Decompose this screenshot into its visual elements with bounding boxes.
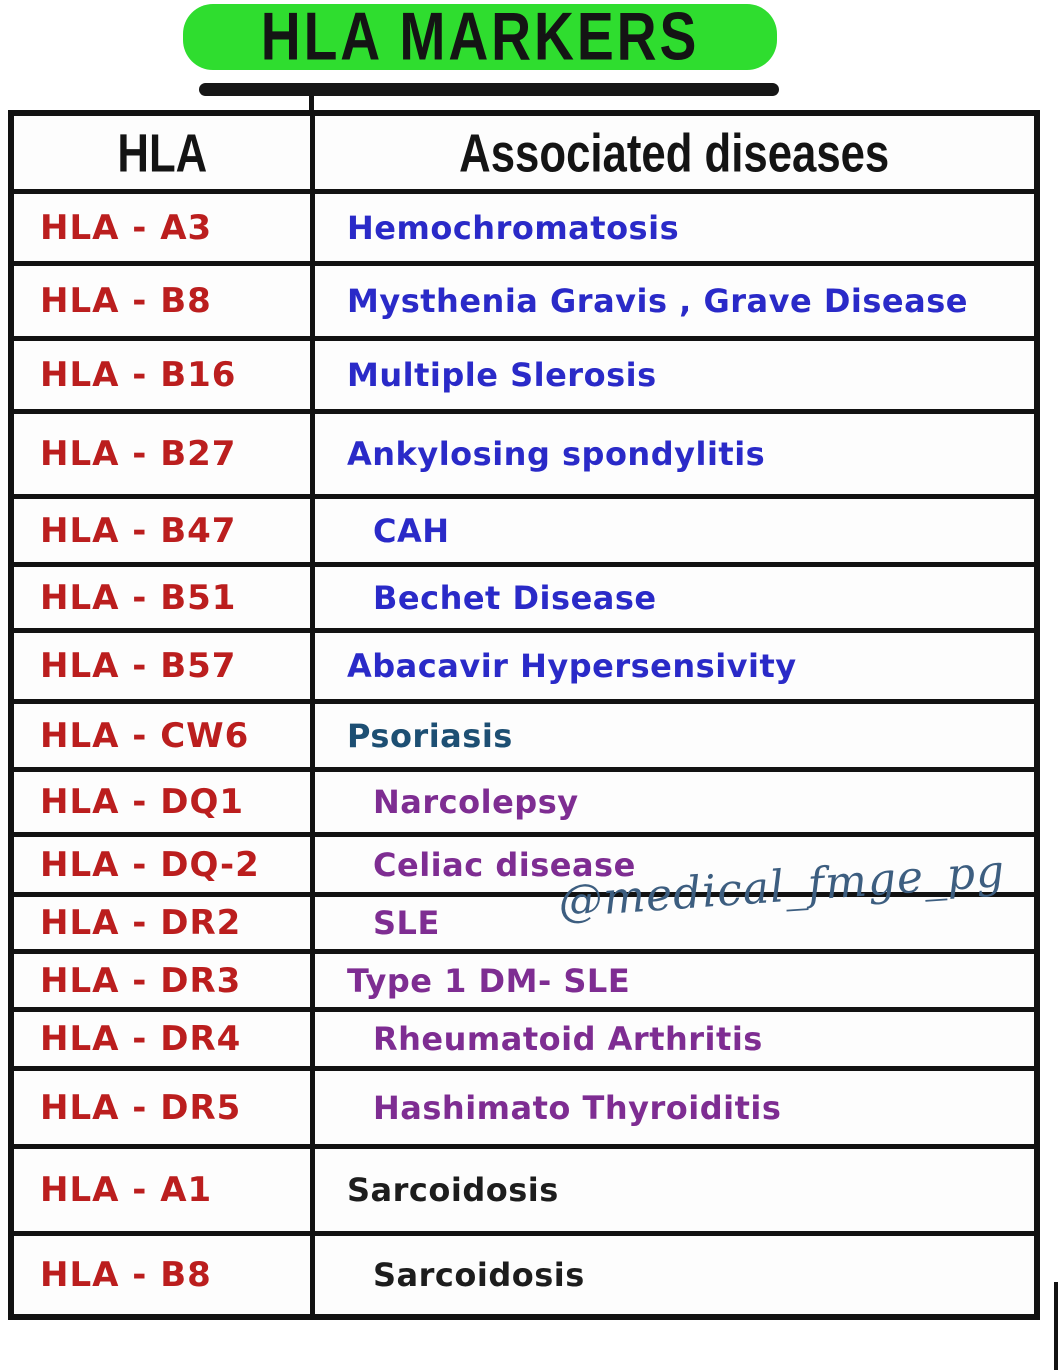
hla-marker-cell <box>14 704 315 767</box>
hla-marker-cell <box>14 633 315 699</box>
disease-label: Hemochromatosis <box>347 208 680 247</box>
hla-marker-label: HLA - DR5 <box>40 1087 242 1128</box>
table-row <box>14 1071 1034 1149</box>
disease-label: Ankylosing spondylitis <box>347 435 766 473</box>
edge-artifact-line <box>1054 1282 1058 1370</box>
header-cell-diseases <box>315 116 1034 189</box>
table-row <box>14 266 1034 341</box>
title-underline <box>199 83 779 96</box>
table-row <box>14 194 1034 266</box>
header-label-diseases: Associated diseases <box>459 122 890 183</box>
hla-marker-label: HLA - B47 <box>40 510 237 551</box>
table-row <box>14 633 1034 704</box>
hla-marker-cell <box>14 1236 315 1314</box>
disease-label: Hashimato Thyroiditis <box>373 1088 782 1127</box>
hla-marker-label: HLA - B8 <box>40 1255 212 1295</box>
hla-marker-label: HLA - B27 <box>40 434 237 474</box>
disease-label: Sarcoidosis <box>347 1171 559 1209</box>
hla-marker-label: HLA - B8 <box>40 281 212 321</box>
table-row <box>14 1012 1034 1071</box>
disease-label: Sarcoidosis <box>373 1256 585 1294</box>
disease-cell <box>315 341 1034 409</box>
table-row <box>14 954 1034 1012</box>
hla-marker-label: HLA - DR3 <box>40 960 242 1001</box>
hla-marker-label: HLA - DQ-2 <box>40 844 260 885</box>
header-label-hla: HLA <box>117 122 207 183</box>
title-highlight <box>183 0 777 75</box>
hla-marker-cell <box>14 1071 315 1144</box>
header-cell-hla <box>14 116 315 189</box>
hla-marker-cell <box>14 567 315 628</box>
disease-label: Multiple Slerosis <box>347 356 657 394</box>
table-row <box>14 837 1034 897</box>
disease-cell <box>315 194 1034 261</box>
hla-marker-label: HLA - B57 <box>40 646 237 686</box>
disease-cell <box>315 772 1034 832</box>
disease-cell <box>315 954 1034 1007</box>
hla-marker-cell <box>14 266 315 336</box>
disease-cell <box>315 266 1034 336</box>
disease-label: Psoriasis <box>347 716 513 755</box>
table-row <box>14 772 1034 837</box>
hla-marker-label: HLA - A3 <box>40 207 213 248</box>
table-row <box>14 567 1034 633</box>
disease-label: Mysthenia Gravis , Grave Disease <box>347 282 968 320</box>
hla-marker-cell <box>14 954 315 1007</box>
watermark-handle: @medical_fmge_pg <box>556 845 1007 928</box>
hla-marker-label: HLA - DR4 <box>40 1019 242 1059</box>
hla-marker-cell <box>14 897 315 949</box>
disease-label: Bechet Disease <box>373 578 657 617</box>
hla-marker-label: HLA - B16 <box>40 355 237 395</box>
hla-marker-label: HLA - DQ1 <box>40 782 245 822</box>
table-row <box>14 341 1034 414</box>
table-row <box>14 414 1034 499</box>
disease-cell <box>315 1071 1034 1144</box>
disease-cell <box>315 1012 1034 1066</box>
disease-cell <box>315 1236 1034 1314</box>
hla-marker-label: HLA - CW6 <box>40 715 250 756</box>
hla-marker-label: HLA - B51 <box>40 577 237 618</box>
hla-marker-cell <box>14 341 315 409</box>
table-row <box>14 499 1034 567</box>
disease-cell <box>315 837 1034 892</box>
hla-marker-label: HLA - DR2 <box>40 903 242 943</box>
hla-marker-cell <box>14 772 315 832</box>
disease-cell <box>315 414 1034 494</box>
disease-cell <box>315 704 1034 767</box>
table-row <box>14 1149 1034 1236</box>
disease-cell <box>315 633 1034 699</box>
page-title: HLA MARKERS <box>260 0 700 75</box>
table-row <box>14 704 1034 772</box>
hla-marker-cell <box>14 1149 315 1231</box>
disease-label: SLE <box>373 904 440 942</box>
hla-marker-cell <box>14 837 315 892</box>
disease-label: Type 1 DM- SLE <box>347 961 631 1000</box>
disease-cell <box>315 567 1034 628</box>
table-row <box>14 897 1034 954</box>
disease-cell <box>315 499 1034 562</box>
disease-label: CAH <box>373 511 450 550</box>
hla-marker-cell <box>14 499 315 562</box>
disease-label: Narcolepsy <box>373 783 579 821</box>
hla-marker-cell <box>14 194 315 261</box>
disease-label: Rheumatoid Arthritis <box>373 1020 763 1058</box>
disease-label: Celiac disease <box>373 845 636 884</box>
disease-cell <box>315 897 1034 949</box>
disease-label: Abacavir Hypersensivity <box>347 647 797 685</box>
hla-marker-cell <box>14 414 315 494</box>
hla-marker-label: HLA - A1 <box>40 1170 213 1210</box>
table-header-row <box>14 116 1034 194</box>
hla-marker-cell <box>14 1012 315 1066</box>
hla-markers-table <box>8 110 1040 1320</box>
disease-cell <box>315 1149 1034 1231</box>
table-row <box>14 1236 1034 1314</box>
